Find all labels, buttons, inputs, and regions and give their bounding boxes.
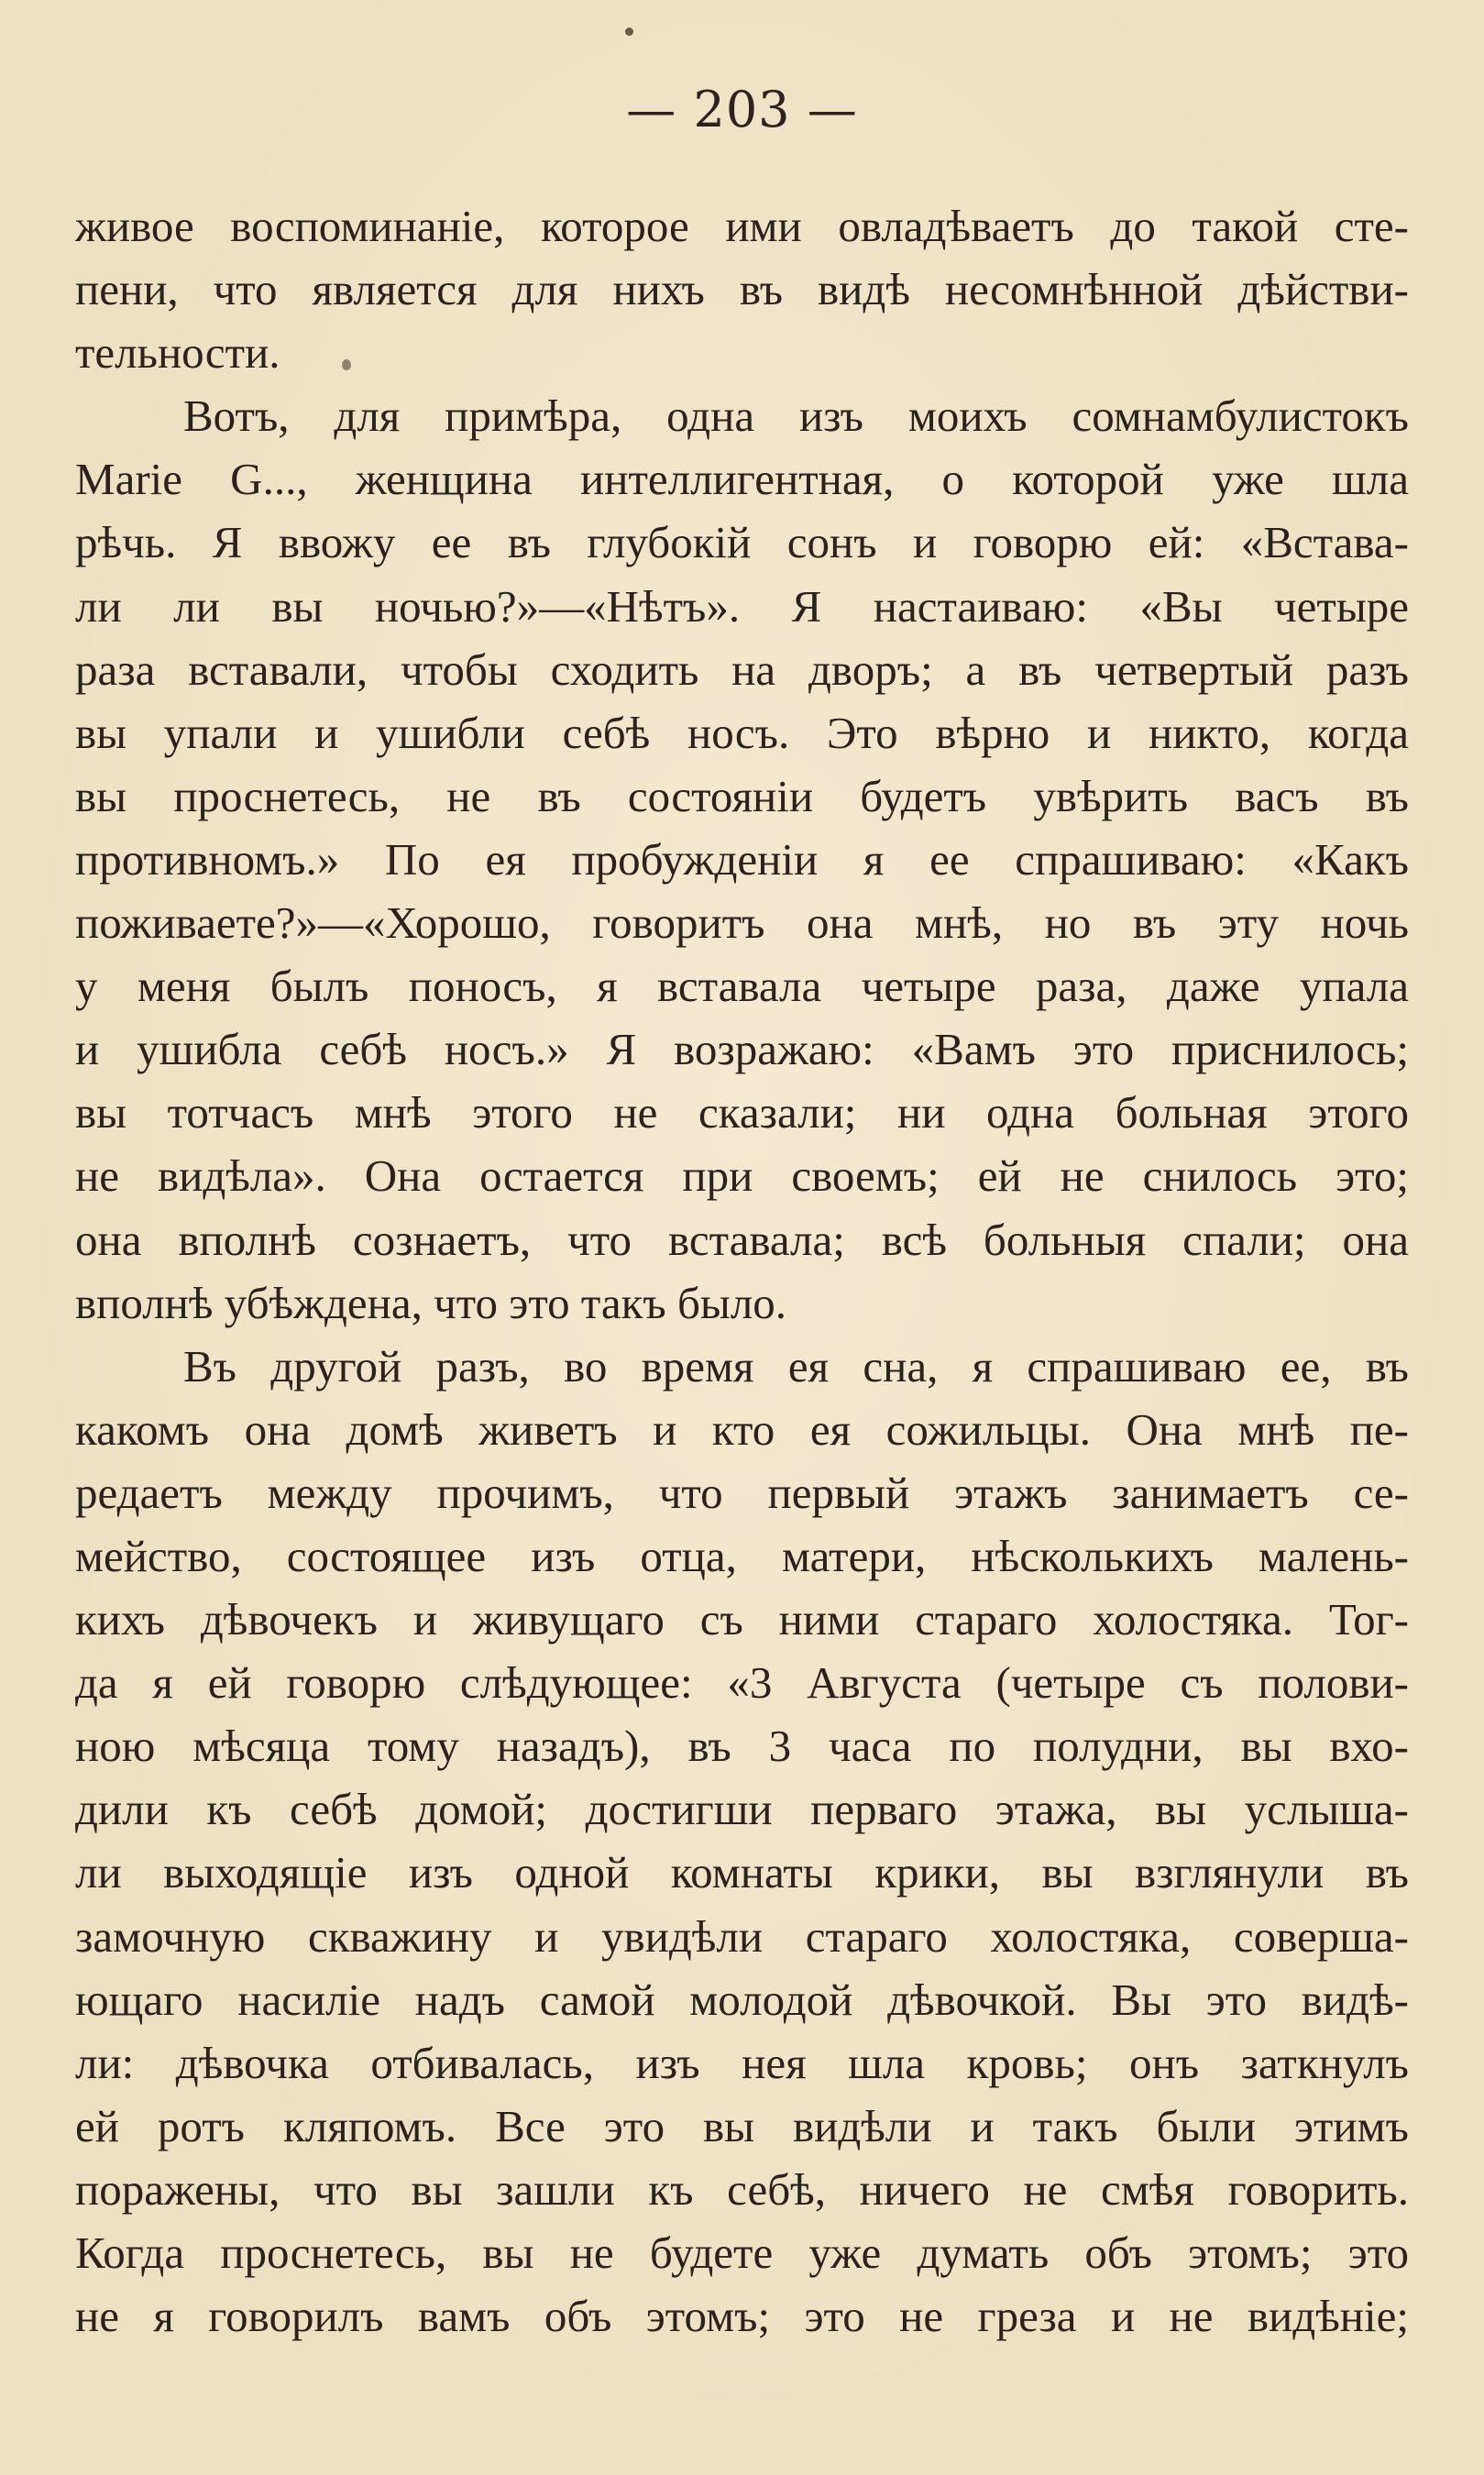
text-line: вы проснетесь, не въ состояніи будетъ увѣрить васъ въ: [75, 770, 1409, 821]
text-line: раза вставали, чтобы сходить на дворъ; а въ четвертый разъ: [75, 644, 1409, 695]
text-line: Вотъ, для примѣра, одна изъ моихъ сомнамбулистокъ: [183, 390, 1409, 442]
text-line: вполнѣ убѣждена, что это такъ было.: [75, 1277, 787, 1328]
text-line: замочную скважину и увидѣли стараго холостяка, соверша-: [75, 1910, 1409, 1962]
ink-speck: [625, 28, 633, 36]
text-line: ли ли вы ночью?»—«Нѣтъ». Я настаиваю: «Вы четыре: [75, 580, 1409, 632]
text-line: ей ротъ кляпомъ. Все это вы видѣли и такъ были этимъ: [75, 2100, 1409, 2151]
text-line: редаетъ между прочимъ, что первый этажъ занимаетъ се-: [75, 1467, 1409, 1518]
body-text: [75, 194, 1409, 2348]
text-line: ною мѣсяца тому назадъ), въ 3 часа по полудни, вы вхо-: [75, 1721, 1409, 1772]
text-line: не видѣла». Она остается при своемъ; ей не снилось это;: [75, 1150, 1409, 1202]
text-line: Въ другой разъ, во время ея сна, я спрашиваю ее, въ: [183, 1340, 1409, 1392]
text-line: да я ей говорю слѣдующее: «3 Августа (четыре съ полови-: [75, 1657, 1409, 1709]
text-line: и ушибла себѣ носъ.» Я возражаю: «Вамъ это приснилось;: [75, 1024, 1409, 1075]
page-number: — 203 —: [626, 81, 858, 138]
text-line: ли выходящіе изъ одной комнаты крики, вы взглянули въ: [75, 1847, 1409, 1898]
text-line: она вполнѣ сознаетъ, что вставала; всѣ больныя спали; она: [75, 1214, 1409, 1265]
text-line: вы упали и ушибли себѣ носъ. Это вѣрно и никто, когда: [75, 707, 1409, 758]
text-line: ющаго насиліе надъ самой молодой дѣвочкой. Вы это видѣ-: [75, 1974, 1409, 2025]
text-line: живое воспоминаніе, которое ими овладѣваетъ до такой сте-: [75, 201, 1409, 251]
text-line: Marie G..., женщина интеллигентная, о которой уже шла: [75, 454, 1409, 505]
text-line: какомъ она домѣ живетъ и кто ея сожильцы. Она мнѣ пе-: [75, 1403, 1409, 1455]
text-line: мейство, состоящее изъ отца, матери, нѣсколькихъ малень-: [75, 1530, 1409, 1581]
text-line: не я говорилъ вамъ объ этомъ; это не греза и не видѣніе;: [75, 2291, 1409, 2342]
text-line: поживаете?»—«Хорошо, говоритъ она мнѣ, но въ эту ночь: [75, 897, 1409, 949]
text-line: вы тотчасъ мнѣ этого не сказали; ни одна больная этого: [75, 1087, 1409, 1138]
text-line: тельности.: [75, 327, 280, 379]
text-line: дили къ себѣ домой; достигши перваго этажа, вы услыша-: [75, 1784, 1409, 1835]
text-line: кихъ дѣвочекъ и живущаго съ ними стараго холостяка. Тог-: [75, 1594, 1409, 1645]
text-line: поражены, что вы зашли къ себѣ, ничего не смѣя говорить.: [75, 2163, 1409, 2215]
text-line: пени, что является для нихъ въ видѣ несомнѣнной дѣйстви-: [75, 264, 1409, 315]
text-line: ли: дѣвочка отбивалась, изъ нея шла кровь; онъ заткнулъ: [75, 2037, 1409, 2088]
text-line: противномъ.» По ея пробужденіи я ее спрашиваю: «Какъ: [75, 833, 1409, 885]
text-line: Когда проснетесь, вы не будете уже думать объ этомъ; это: [75, 2228, 1409, 2278]
text-line: у меня былъ поносъ, я вставала четыре раза, даже упала: [75, 961, 1409, 1012]
text-line: рѣчь. Я ввожу ее въ глубокій сонъ и говорю ей: «Встава-: [75, 517, 1409, 568]
